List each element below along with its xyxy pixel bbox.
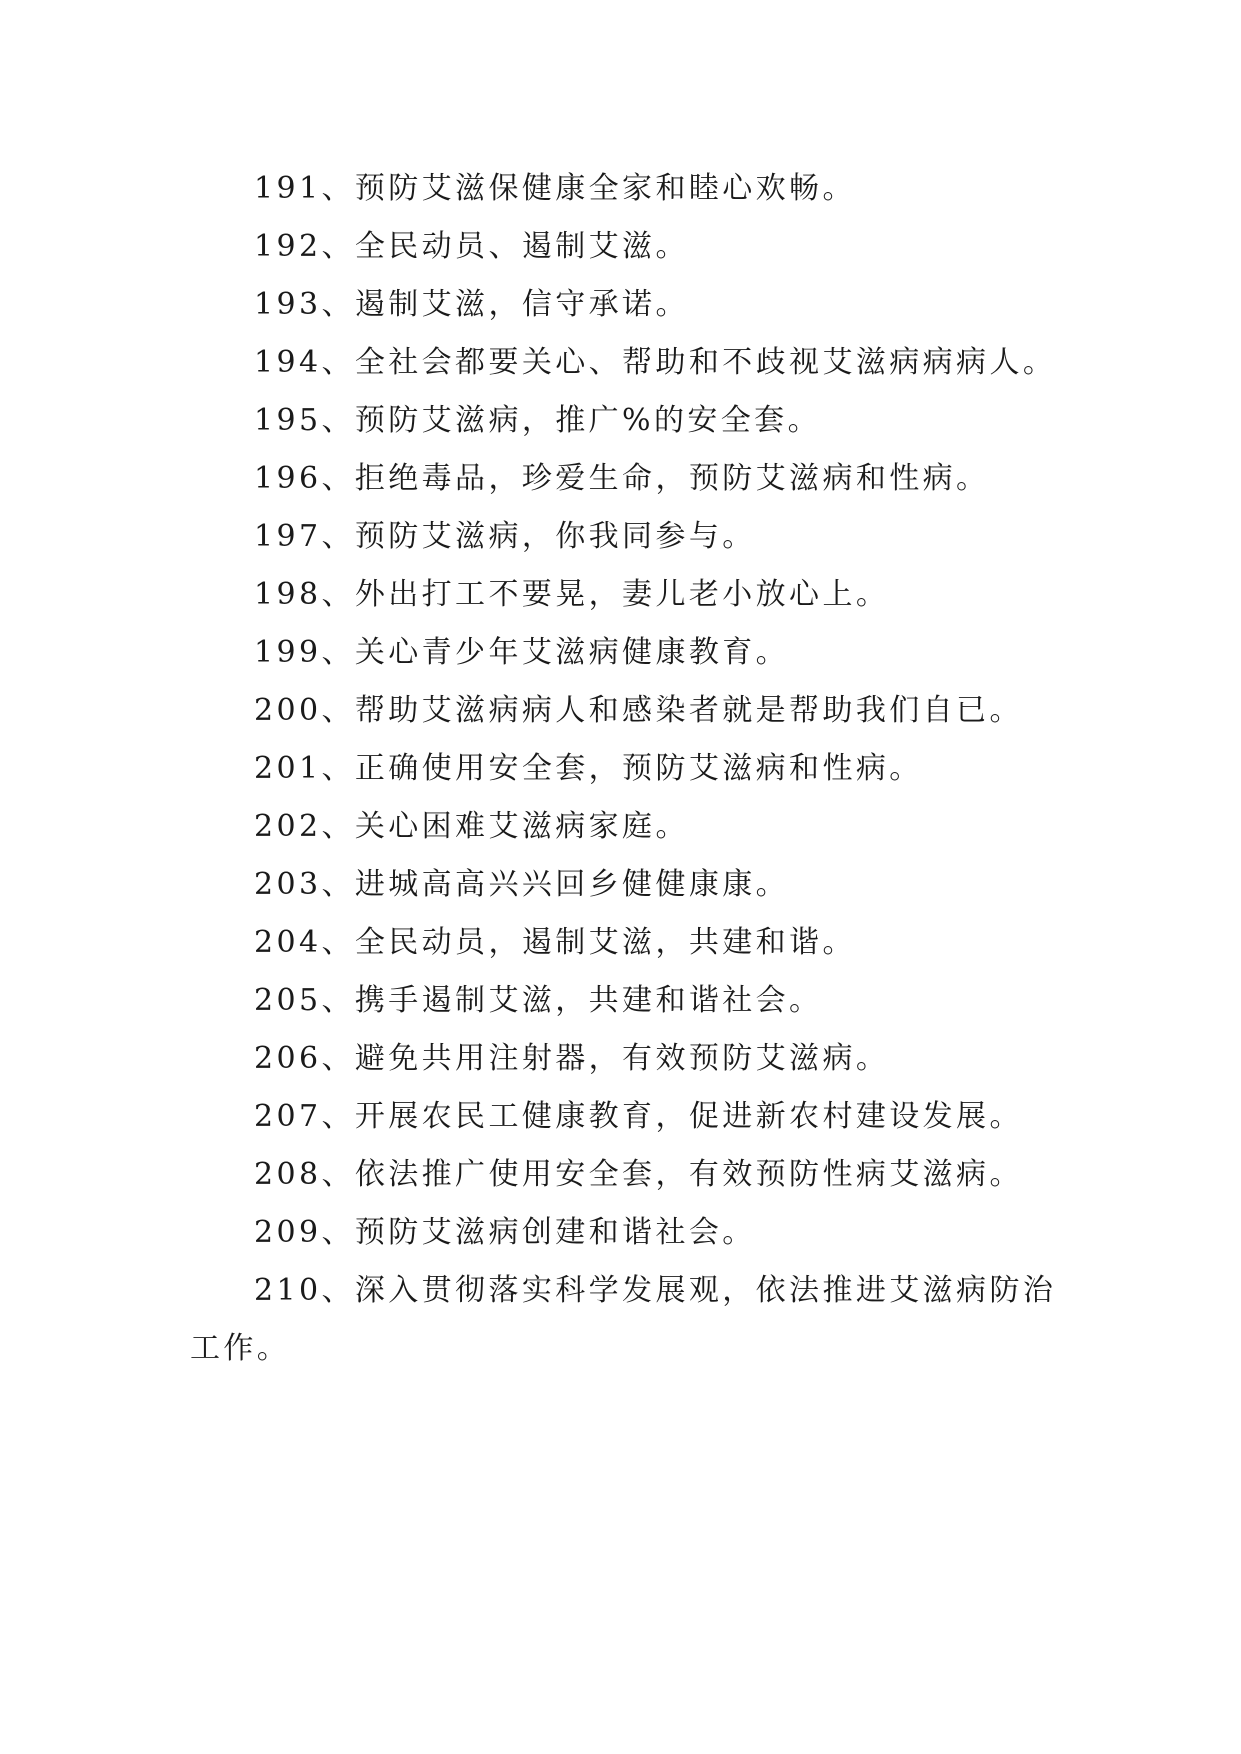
slogan-item-200: 200、帮助艾滋病病人和感染者就是帮助我们自已。 xyxy=(254,693,1023,728)
slogan-item-197: 197、预防艾滋病，你我同参与。 xyxy=(254,519,756,554)
slogan-item-201: 201、正确使用安全套，预防艾滋病和性病。 xyxy=(254,751,923,786)
slogan-item-193: 193、遏制艾滋，信守承诺。 xyxy=(254,287,689,322)
slogan-item-207: 207、开展农民工健康教育，促进新农村建设发展。 xyxy=(254,1099,1023,1134)
slogan-item-194: 194、全社会都要关心、帮助和不歧视艾滋病病病人。 xyxy=(254,345,1057,380)
slogan-item-192: 192、全民动员、遏制艾滋。 xyxy=(254,229,689,264)
slogan-item-202: 202、关心困难艾滋病家庭。 xyxy=(254,809,689,844)
slogan-list xyxy=(190,160,1060,1378)
slogan-item-205: 205、携手遏制艾滋，共建和谐社会。 xyxy=(254,983,823,1018)
slogan-item-208: 208、依法推广使用安全套，有效预防性病艾滋病。 xyxy=(254,1157,1023,1192)
slogan-item-198: 198、外出打工不要晃，妻儿老小放心上。 xyxy=(254,577,890,612)
slogan-item-204: 204、全民动员，遏制艾滋，共建和谐。 xyxy=(254,925,856,960)
slogan-item-203: 203、进城高高兴兴回乡健健康康。 xyxy=(254,867,790,902)
slogan-item-210: 210、深入贯彻落实科学发展观，依法推进艾滋病防治工作。 xyxy=(190,1273,1057,1366)
slogan-item-191: 191、预防艾滋保健康全家和睦心欢畅。 xyxy=(254,171,856,206)
slogan-item-195: 195、预防艾滋病，推广%的安全套。 xyxy=(254,403,821,438)
slogan-item-196: 196、拒绝毒品，珍爱生命，预防艾滋病和性病。 xyxy=(254,461,990,496)
slogan-item-206: 206、避免共用注射器，有效预防艾滋病。 xyxy=(254,1041,890,1076)
slogan-item-209: 209、预防艾滋病创建和谐社会。 xyxy=(254,1215,756,1250)
slogan-item-199: 199、关心青少年艾滋病健康教育。 xyxy=(254,635,790,670)
